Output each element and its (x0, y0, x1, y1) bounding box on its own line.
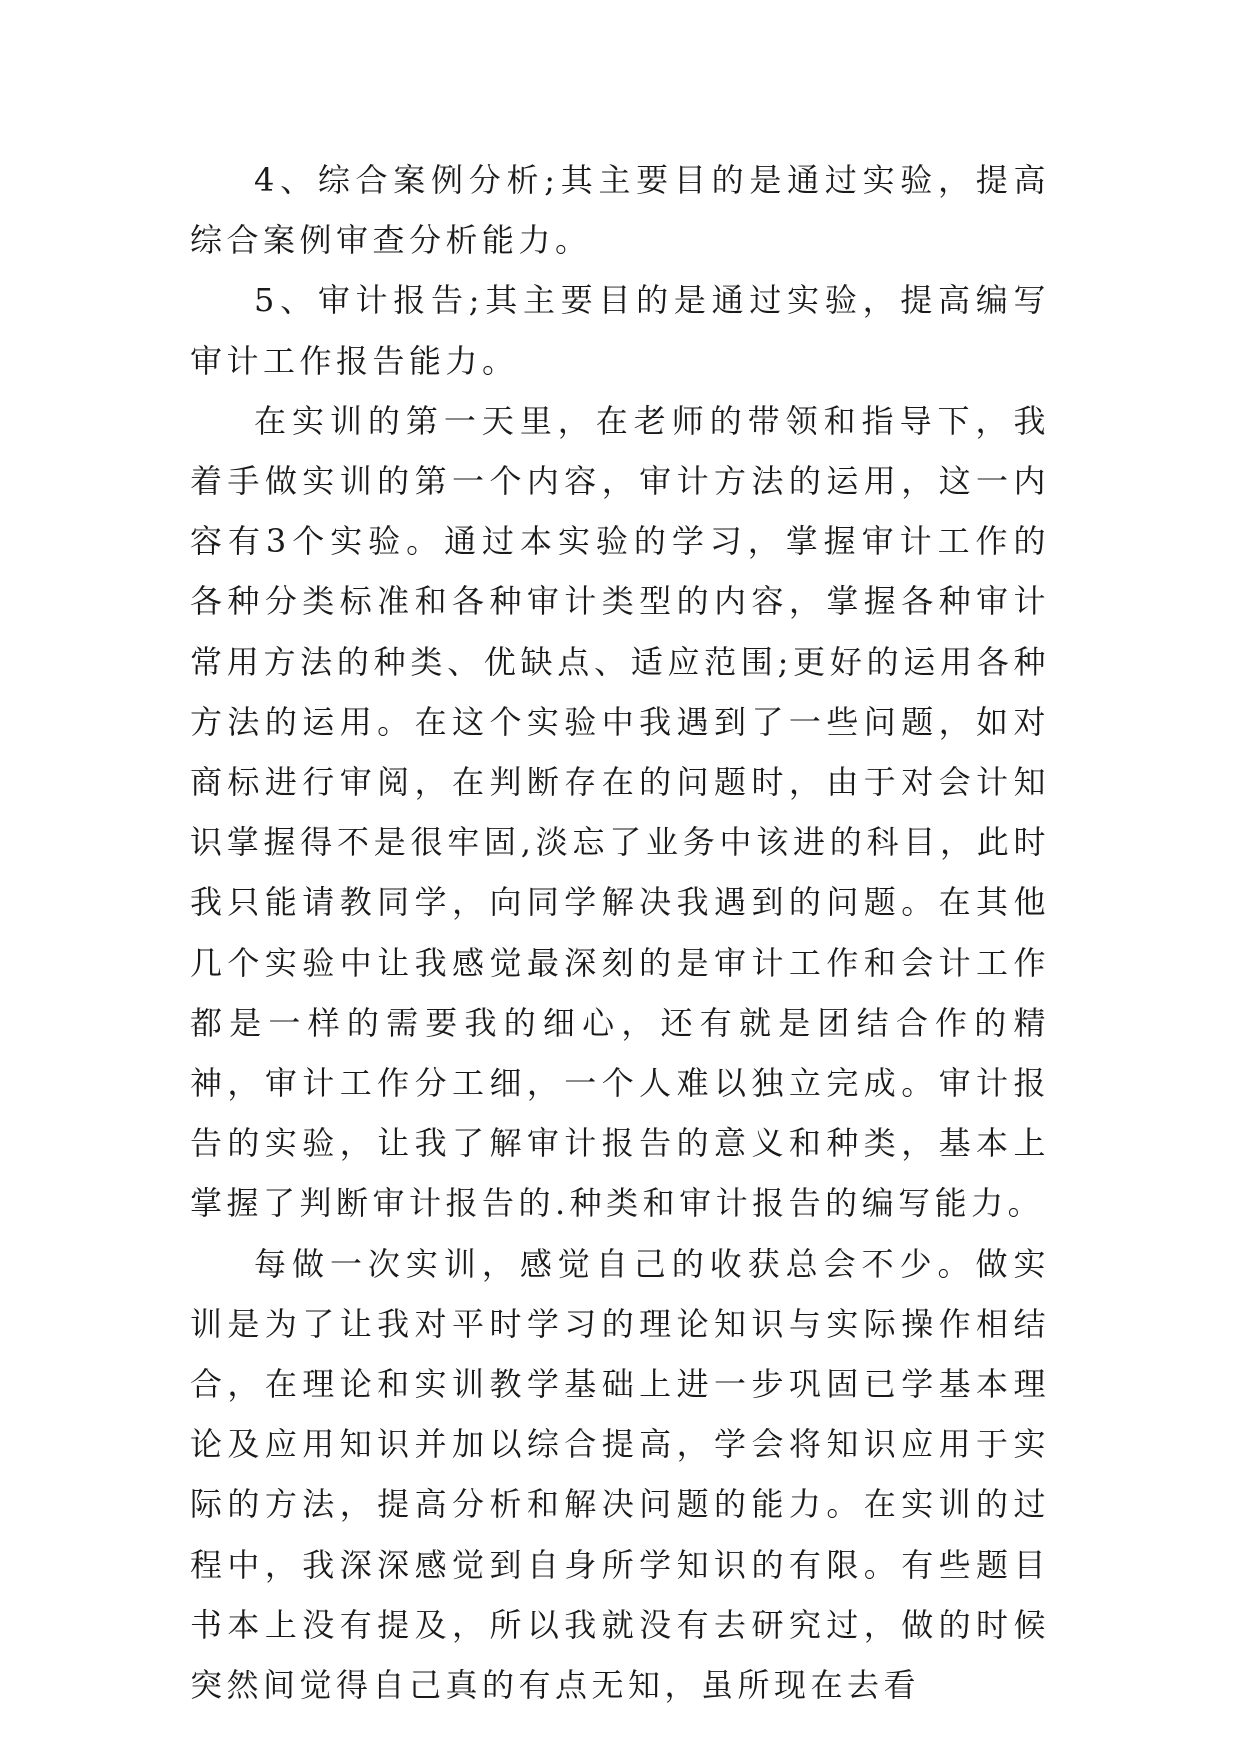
document-body (190, 150, 1050, 1715)
paragraph-training-reflection: 每做一次实训，感觉自己的收获总会不少。做实训是为了让我对平时学习的理论知识与实际操作相结合，在理论和实训教学基础上进一步巩固已学基本理论及应用知识并加以综合提高，学会将知识应用于实际的方法，提高分析和解决问题的能力。在实训的过程中，我深深感觉到自身所学知识的有限。有些题目书本上没有提及，所以我就没有去研究过，做的时候突然间觉得自己真的有点无知，虽所现在去看 (190, 1244, 1050, 1705)
paragraph-audit-report: 5、审计报告;其主要目的是通过实验，提高编写审计工作报告能力。 (190, 281, 1050, 380)
paragraph-case-analysis: 4、综合案例分析;其主要目的是通过实验，提高综合案例审查分析能力。 (190, 161, 1050, 260)
paragraph-first-day-training: 在实训的第一天里，在老师的带领和指导下，我着手做实训的第一个内容，审计方法的运用，这一内容有3个实验。通过本实验的学习，掌握审计工作的各种分类标准和各种审计类型的内容，掌握各种审计常用方法的种类、优缺点、适应范围;更好的运用各种方法的运用。在这个实验中我遇到了一些问题，如对商标进行审阅，在判断存在的问题时，由于对会计知识掌握得不是很牢固,淡忘了业务中该进的科目，此时我只能请教同学，向同学解决我遇到的问题。在其他几个实验中让我感觉最深刻的是审计工作和会计工作都是一样的需要我的细心，还有就是团结合作的精神，审计工作分工细，一个人难以独立完成。审计报告的实验，让我了解审计报告的意义和种类，基本上掌握了判断审计报告的.种类和审计报告的编写能力。 (190, 401, 1050, 1223)
